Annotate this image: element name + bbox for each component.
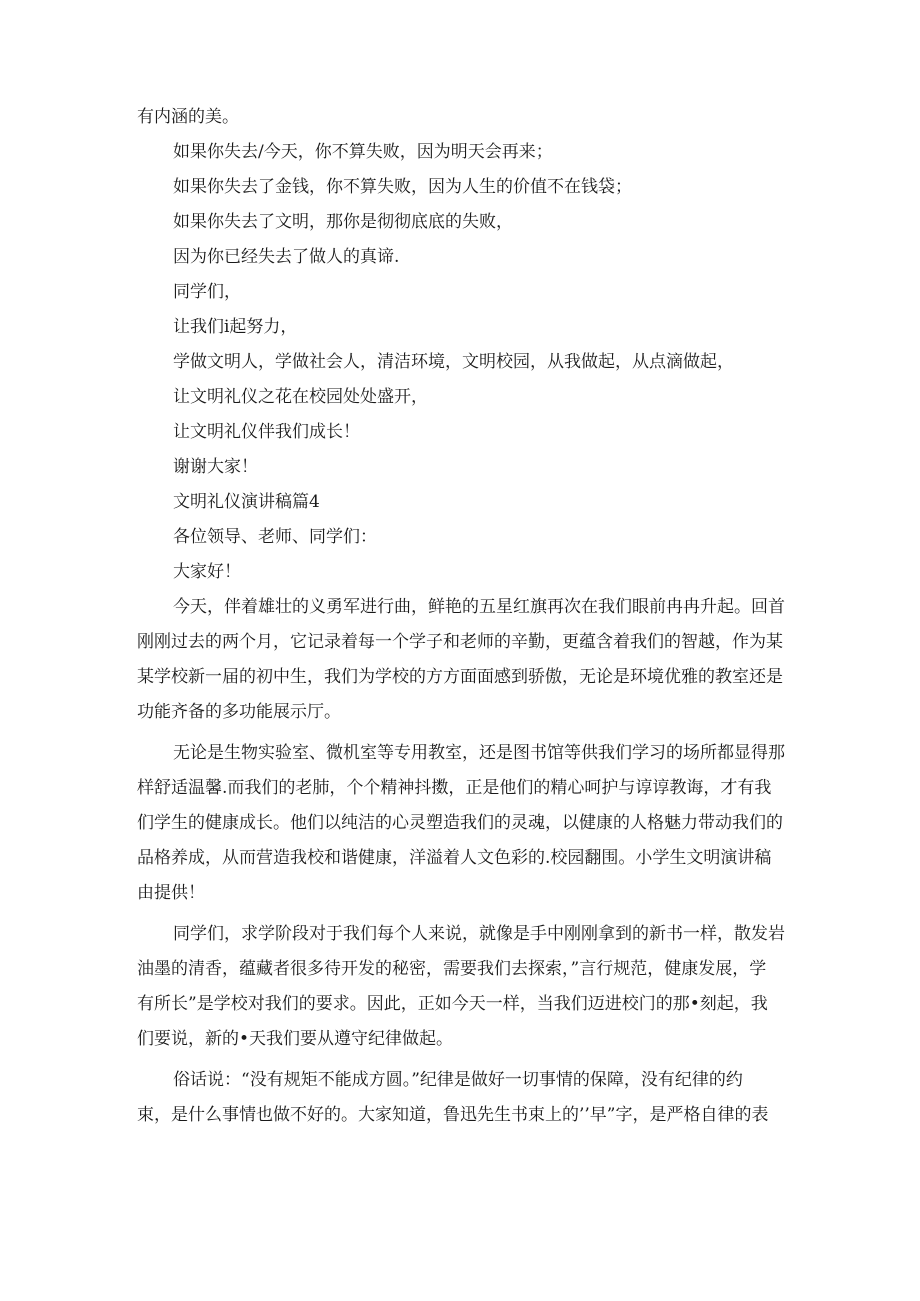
para-line: 们学生的健康成长。他们以纯洁的心灵塑造我们的灵魂，以健康的人格魅力带动我们的: [137, 813, 783, 833]
text-line: 让我们i起努力，: [173, 317, 298, 337]
para-line: 有所长”是学校对我们的要求。因此，正如今天一样，当我们迈进校门的那•刻起，我: [137, 994, 768, 1014]
salutation: 各位领导、老师、同学们：: [173, 527, 377, 547]
document-body: [137, 100, 785, 1133]
text-line: 谢谢大家！: [173, 457, 258, 477]
paragraph-2: [137, 736, 785, 911]
text-line: 如果你失去了金钱，你不算失败，因为人生的价值不在钱袋；: [173, 177, 632, 197]
greeting: 大家好！: [173, 562, 241, 582]
para-line: 今天，伴着雄壮的义勇军进行曲，鲜艳的五星红旗再次在我们眼前冉冉升起。回首: [173, 597, 785, 617]
para-line: 刚刚过去的两个月，它记录着每一个学子和老师的辛勤，更蕴含着我们的智越，作为某: [137, 632, 783, 652]
para-line: 油墨的清香，蕴藏者很多待开发的秘密，需要我们去探索，”言行规范，健康发展，学: [137, 959, 767, 979]
text-line: 有内涵的美。: [137, 107, 239, 127]
paragraph-3: [137, 917, 785, 1057]
text-line: 同学们，: [173, 282, 241, 302]
text-line: 让文明礼仪之花在校园处处盛开，: [173, 387, 428, 407]
text-line: 因为你已经失去了做人的真谛.: [173, 247, 400, 267]
para-line: 同学们，求学阶段对于我们每个人来说，就像是手中刚刚拿到的新书一样，散发岩: [173, 924, 785, 944]
text-line: 学做文明人，学做社会人，清洁环境，文明校园，从我做起，从点滴做起，: [173, 352, 734, 372]
para-line: 俗话说：“没有规矩不能成方圆。”纪律是做好一切事情的保障，没有纪律的约: [173, 1070, 743, 1090]
para-line: 某学校新一届的初中生，我们为学校的方方面面感到骄傲，无论是环境优雅的教室还是: [137, 667, 783, 687]
text-line: 如果你失去了文明，那你是彻彻底底的失败，: [173, 212, 513, 232]
para-line: 品格养成，从而营造我校和谐健康，洋溢着人文色彩的.校园翻围。小学生文明演讲稿: [137, 848, 772, 868]
paragraph-4: [137, 1063, 782, 1133]
paragraph-1: [137, 590, 785, 730]
section-heading: 文明礼仪演讲稿篇4: [173, 492, 320, 512]
para-line: 功能齐备的多功能展示厅。: [137, 702, 341, 722]
text-line: 让文明礼仪伴我们成长！: [173, 422, 360, 442]
text-line: 如果你失去/今天，你不算失败，因为明天会再来；: [173, 142, 553, 162]
para-line: 无论是生物实验室、微机室等专用教室，还是图书馆等供我们学习的场所都显得那: [173, 743, 785, 763]
para-line: 由提供！: [137, 883, 205, 903]
para-line: 样舒适温馨.而我们的老肺，个个精神抖擞，正是他们的精心呵护与谆谆教诲，才有我: [137, 778, 772, 798]
para-line: 束，是什么事情也做不好的。大家知道，鲁迅先生书束上的’’早”字，是严格自律的表: [137, 1105, 769, 1125]
para-line: 们要说，新的•天我们要从遵守纪律做起。: [137, 1029, 454, 1049]
